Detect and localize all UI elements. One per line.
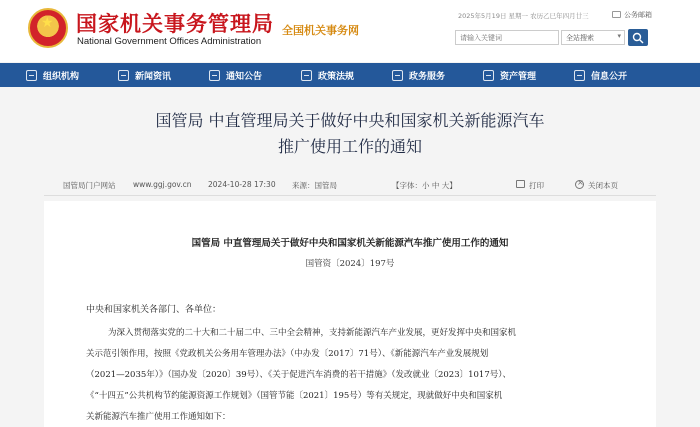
- doc-number: 国管资〔2024〕197号: [305, 259, 395, 269]
- print-button[interactable]: 打印: [529, 181, 544, 190]
- meta-datetime: 2024-10-28 17:30: [208, 180, 276, 189]
- nav-item-asset[interactable]: [483, 63, 536, 87]
- national-emblem-icon: ★: [28, 8, 68, 48]
- nav-item-label: 通知公告: [226, 71, 263, 82]
- document-body: [44, 201, 656, 427]
- body-paragraph-line: 《“十四五”公共机构节约能源资源工作规划》（国管节能〔2021〕195号）等有关规定，现就做好中央和国家机: [86, 391, 503, 401]
- article-title: 国管局 中直管理局关于做好中央和国家机关新能源汽车: [155, 111, 545, 130]
- nav-item-policy[interactable]: [301, 63, 354, 87]
- body-paragraph-line: 为深入贯彻落实党的二十大和二十届二中、三中全会精神，支持新能源汽车产业发展，更好发挥中央和国家机: [108, 328, 517, 338]
- font-size-control[interactable]: 【字体：小 中 大】: [392, 181, 457, 190]
- site-name-en: National Government Offices Administration: [77, 36, 262, 47]
- nav-item-label: 组织机构: [43, 71, 80, 82]
- search-scope-value: 全站搜索: [566, 34, 594, 42]
- asset-icon: [483, 70, 494, 81]
- mail-link[interactable]: 公务邮箱: [624, 11, 652, 19]
- body-paragraph-line: 关示范引领作用，按照《党政机关公务用车管理办法》（中办发〔2017〕71号）、《新能源汽车产业发展规划: [86, 349, 489, 359]
- print-icon[interactable]: [516, 180, 525, 188]
- mail-icon[interactable]: [612, 11, 621, 18]
- org-icon: [26, 70, 37, 81]
- news-icon: [118, 70, 129, 81]
- date-info: 2025年5月19日 星期一 农历乙巳年四月廿三: [458, 12, 589, 20]
- article-header: [0, 88, 700, 168]
- article-meta: [44, 174, 656, 196]
- article-title-line2: 推广使用工作的通知: [277, 137, 422, 156]
- body-paragraph-line: （2021—2035年）》（国办发〔2020〕39号）、《关于促进汽车消费的若干措施》（发改就业〔2023〕1017号）、: [86, 370, 511, 380]
- nav-item-org[interactable]: [26, 63, 79, 87]
- body-paragraph-line: 关新能源汽车推广使用工作通知如下：: [86, 412, 231, 422]
- nav-item-label: 政务服务: [409, 71, 446, 82]
- service-icon: [392, 70, 403, 81]
- site-name-cn[interactable]: 国家机关事务管理局: [76, 11, 274, 36]
- meta-url: www.ggj.gov.cn: [133, 180, 192, 189]
- search-button[interactable]: [628, 29, 648, 46]
- nav-item-label: 新闻资讯: [135, 71, 172, 82]
- close-icon[interactable]: [575, 180, 584, 189]
- notice-icon: [209, 70, 220, 81]
- nav-item-label: 政策法规: [318, 71, 355, 82]
- policy-icon: [301, 70, 312, 81]
- search-input[interactable]: [455, 30, 559, 45]
- nav-item-news[interactable]: [118, 63, 171, 87]
- close-page-button[interactable]: 关闭本页: [588, 181, 618, 190]
- chevron-down-icon: ▾: [617, 32, 621, 40]
- search-icon: [632, 32, 644, 44]
- meta-origin: 来源：国管局: [292, 181, 337, 190]
- meta-source-site: 国管局门户网站: [63, 181, 116, 190]
- nav-item-notice[interactable]: [209, 63, 262, 87]
- search-scope-select[interactable]: [561, 30, 625, 45]
- main-nav: [0, 63, 700, 87]
- nav-item-info[interactable]: [574, 63, 627, 87]
- sub-brand-link[interactable]: 全国机关事务网: [282, 24, 359, 37]
- doc-title: 国管局 中直管理局关于做好中央和国家机关新能源汽车推广使用工作的通知: [191, 238, 509, 249]
- nav-item-label: 信息公开: [591, 71, 628, 82]
- salutation: 中央和国家机关各部门、各单位：: [86, 305, 222, 315]
- nav-item-service[interactable]: [392, 63, 445, 87]
- info-icon: [574, 70, 585, 81]
- nav-item-label: 资产管理: [500, 71, 537, 82]
- site-header: [0, 0, 700, 62]
